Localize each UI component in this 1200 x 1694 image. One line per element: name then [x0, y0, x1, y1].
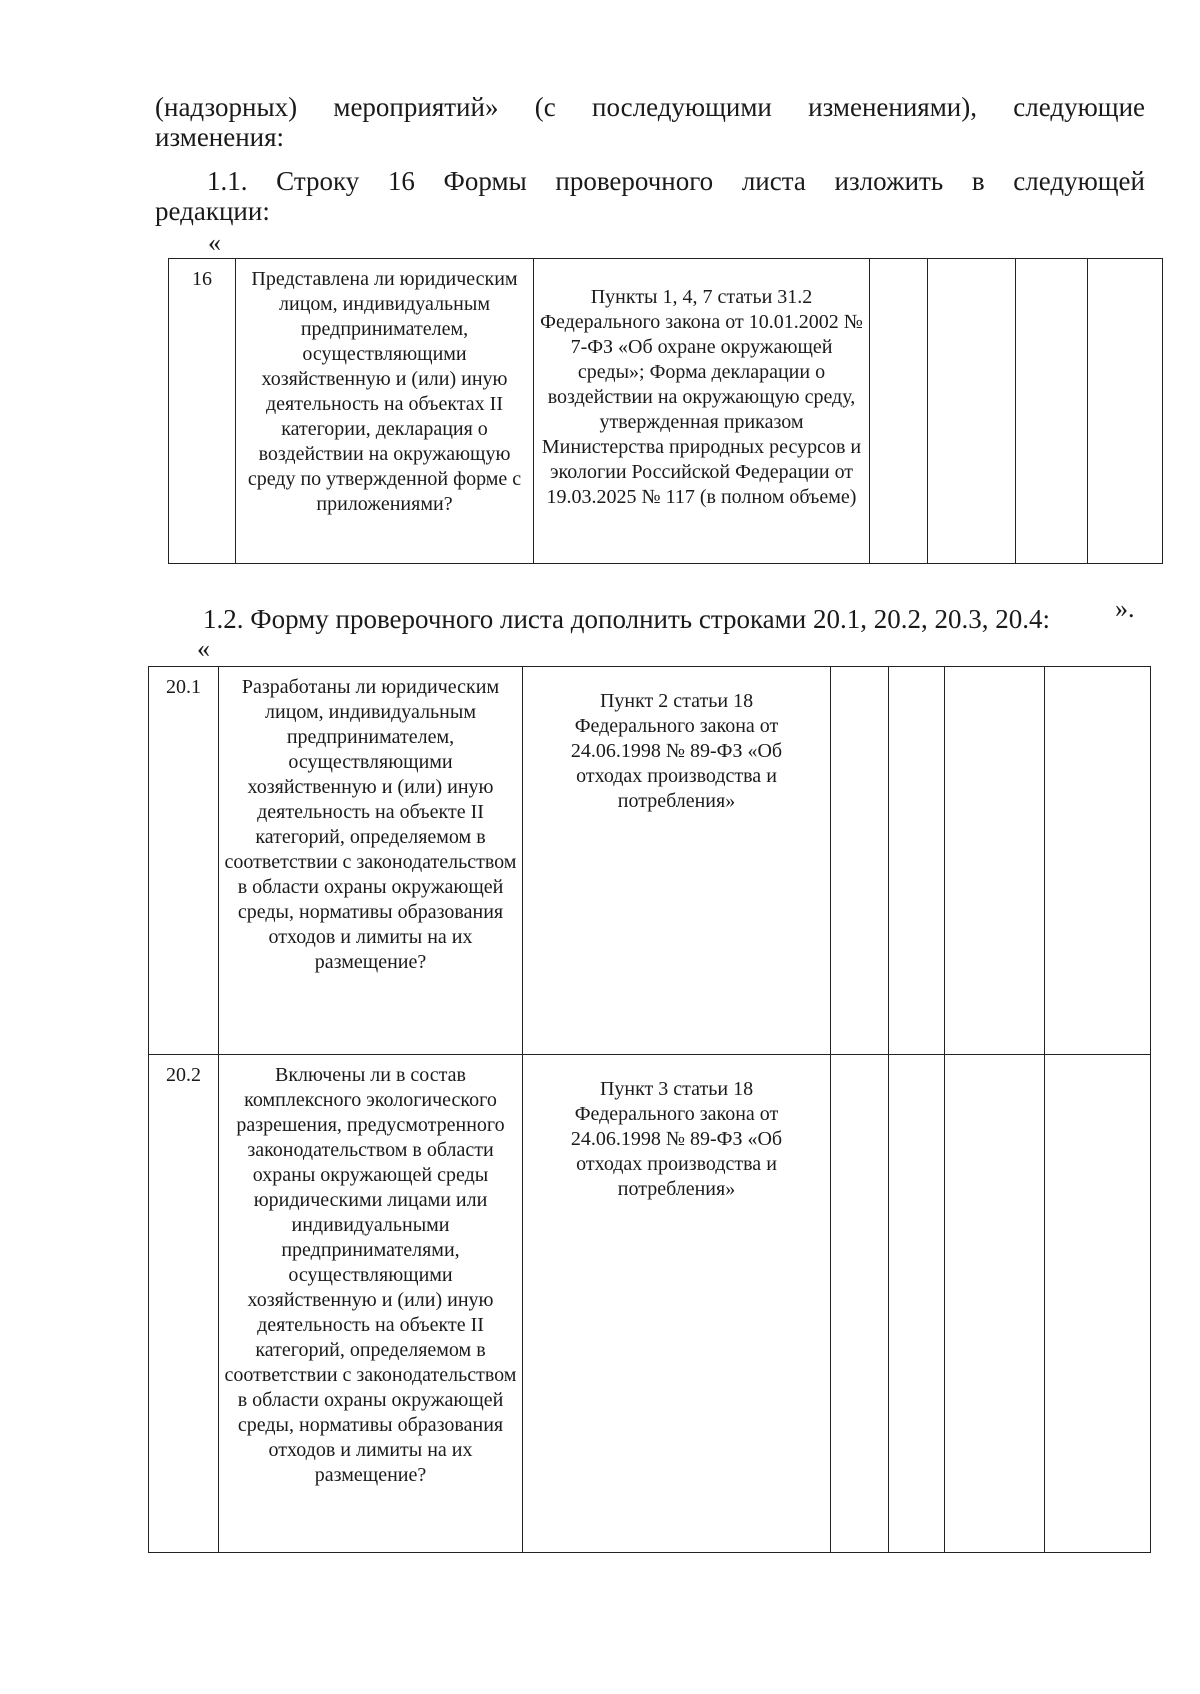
answer-cell-no: [928, 259, 1016, 564]
question-text: Разработаны ли юридическим лицом, индивидуальным предпринимателем, осуществляющими хозяйственную и (или) иную деятельность на объекте II категорий, определяемом в соответствии с законодательством в области охраны окружающей среды, нормативы образования отходов и лимиты на их размещение?: [224, 676, 517, 973]
item-1-2-text: 1.2. Форму проверочного листа дополнить строками 20.1, 20.2, 20.3, 20.4:: [203, 604, 1050, 634]
comment-cell: [1045, 1055, 1151, 1553]
answer-cell-na: [1016, 259, 1088, 564]
opening-quote-1: «: [208, 228, 221, 257]
legal-basis-text: Пункт 3 статьи 18 Федерального закона от 24.06.1998 № 89-ФЗ «Об отходах производства и потребления»: [570, 1078, 783, 1200]
question-text: Включены ли в состав комплексного экологического разрешения, предусмотренного законодательством в области охраны окружающей среды юридическими лицами или индивидуальными предпринимателями, осуществляющими хозяйственную и (или) иную деятельность на объекте II категорий, определяемом в соответствии с законодательством в области охраны окружающей среды, нормативы образования отходов и лимиты на их размещение?: [224, 1064, 517, 1486]
row-number: 16: [169, 259, 236, 564]
table-row: [169, 259, 1163, 564]
question-cell: [236, 259, 534, 564]
question-text: Представлена ли юридическим лицом, индивидуальным предпринимателем, осуществляющими хозяйственную и (или) иную деятельность на объектах II категории, декларация о воздействии на окружающую среду по утвержденной форме с приложениями?: [247, 268, 522, 515]
opening-quote-2: «: [197, 634, 210, 663]
answer-cell-yes: [831, 1055, 889, 1553]
legal-basis-cell: [523, 1055, 831, 1553]
legal-basis-text: Пункт 2 статьи 18 Федерального закона от 24.06.1998 № 89-ФЗ «Об отходах производства и потребления»: [570, 690, 783, 812]
comment-cell: [1088, 259, 1163, 564]
row-number: 20.1: [149, 667, 219, 1055]
question-cell: [219, 667, 523, 1055]
answer-cell-na: [945, 1055, 1045, 1553]
table-row: [149, 667, 1151, 1055]
intro-line-1: (надзорных) мероприятий» (с последующими изменениями), следующие: [155, 92, 1145, 122]
answer-cell-na: [945, 667, 1045, 1055]
legal-basis-cell: [523, 667, 831, 1055]
checklist-table-1: [168, 258, 1163, 564]
legal-basis-cell: [534, 259, 870, 564]
answer-cell-yes: [831, 667, 889, 1055]
question-cell: [219, 1055, 523, 1553]
comment-cell: [1045, 667, 1151, 1055]
item-1-1-line-2: редакции:: [155, 196, 270, 226]
intro-line-2: изменения:: [155, 122, 285, 152]
answer-cell-no: [889, 667, 945, 1055]
row-number: 20.2: [149, 1055, 219, 1553]
answer-cell-yes: [870, 259, 928, 564]
item-1-1-line-1: 1.1. Строку 16 Формы проверочного листа изложить в следующей: [207, 166, 1145, 196]
answer-cell-no: [889, 1055, 945, 1553]
closing-quote-1: ».: [1115, 594, 1135, 623]
checklist-table-2: [148, 666, 1151, 1553]
legal-basis-text: Пункты 1, 4, 7 статьи 31.2 Федерального закона от 10.01.2002 № 7-ФЗ «Об охране окружающей среды»; Форма декларации о воздействии на окружающую среду, утвержденная приказом Министерства природных ресурсов и экологии Российской Федерации от 19.03.2025 № 117 (в полном объеме): [540, 286, 863, 508]
table-row: [149, 1055, 1151, 1553]
